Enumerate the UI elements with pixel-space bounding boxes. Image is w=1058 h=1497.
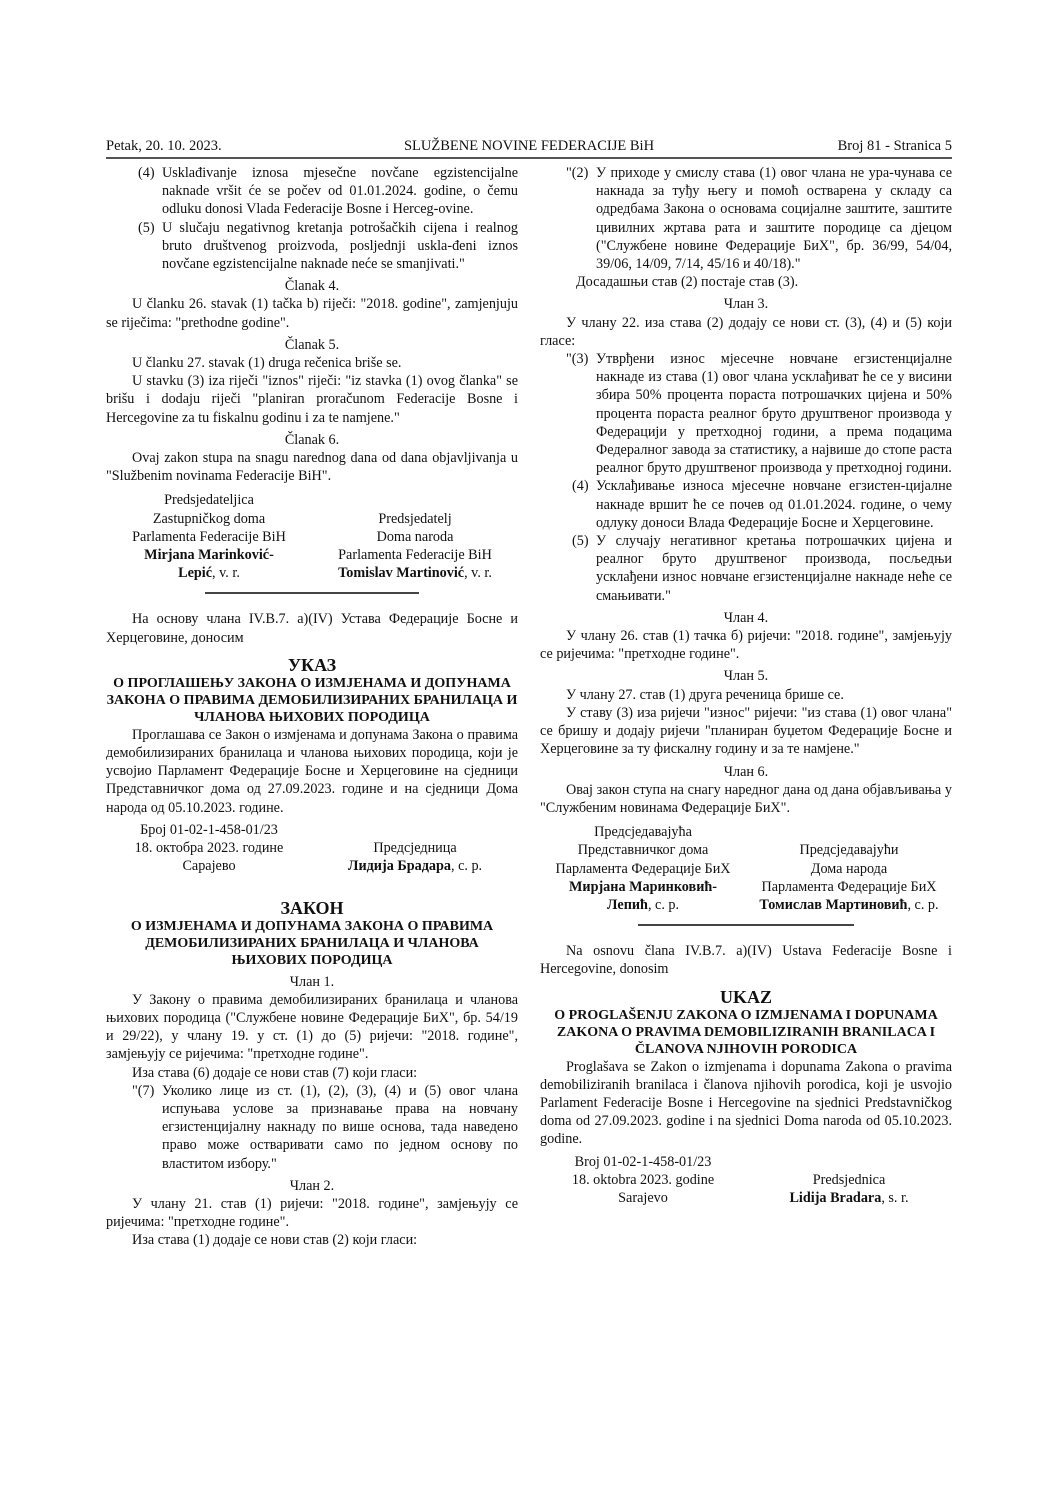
signatory-title: Predsjednica: [812, 1171, 886, 1188]
signatory-body: Дома народа: [810, 860, 888, 877]
left-column: [106, 164, 518, 1250]
list-item: [540, 532, 952, 605]
signatory-title: Предсједавајући: [799, 842, 899, 859]
decree-subtitle: О ПРОГЛАШЕЊУ ЗАКОНА О ИЗМЈЕНАМА И ДОПУНАМА ЗАКОНА О ПРАВИМА ДЕМОБИЛИЗИРАНИХ БРАНИЛАЦА И ЧЛАНОВА ЊИХОВИХ ПОРОДИЦА: [106, 675, 518, 725]
signatory-suffix: , s. r.: [881, 1189, 909, 1206]
article-text: У члану 26. став (1) тачка б) ријечи: "2018. године", замјењују се ријечима: "претходне године".: [540, 628, 952, 663]
list-item: [106, 1082, 518, 1173]
decree-number: Broj 01-02-1-458-01/23: [574, 1153, 712, 1170]
signatory-parliament: Парламента Федерације БиХ: [555, 860, 731, 877]
list-item: [540, 477, 952, 532]
item-number: (5): [138, 219, 155, 236]
signatory-parliament: Parlamenta Federacije BiH: [132, 528, 286, 545]
signatory-body: Представничког дома: [577, 842, 709, 859]
signature-block: [106, 491, 518, 582]
signatory-parliament: Парламента Федерације БиХ: [761, 878, 937, 895]
decree-signature-block: [106, 821, 518, 876]
article-text: Иза става (1) додаје се нови став (2) који гласи:: [132, 1232, 418, 1249]
decree-title: УКАЗ: [287, 654, 337, 675]
signatory-suffix: , v. r.: [464, 565, 492, 582]
header-page-number: Broj 81 - Stranica 5: [837, 138, 952, 154]
article-text: У Закону о правима демобилизираних бранилаца и чланова њихових породица ("Службене новине Федерације БиХ", бр. 54/19 и 29/22), у члану 19. у ст. (1) до (5) ријечи: "2018. године", замјењују се ријечима: "претходне године".: [106, 991, 518, 1063]
article-heading: Članak 6.: [284, 431, 340, 448]
article-text: У члану 21. став (1) ријечи: "2018. године", замјењују се ријечима: "претходне године".: [106, 1195, 518, 1231]
decree-place: Сарајево: [182, 858, 236, 875]
item-text: Усклађивање износа мјесечне новчане егзистен-цијалне накнаде вршит ће се почев од 01.01.2024. године, о чему одлуку доноси Влада Федерације Босне и Херцеговине.: [596, 478, 952, 531]
signatory-body: Doma naroda: [376, 528, 454, 545]
decree-intro: На основу члана IV.В.7. а)(IV) Устава Федерације Босне и Херцеговине, доносим: [106, 611, 518, 646]
article-heading: Члан 5.: [723, 668, 769, 685]
signatory-title: Предсједавајућа: [594, 824, 692, 841]
article-heading: Члан 2.: [289, 1177, 335, 1194]
signatory-title: Predsjedatelj: [378, 510, 452, 527]
decree-title: UKAZ: [719, 986, 772, 1007]
signatory-suffix: , v. r.: [212, 565, 240, 582]
signatory-name: Томислав Мартиновић: [759, 896, 908, 913]
header-publication: SLUŽBENE NOVINE FEDERACIJE BiH: [403, 138, 655, 154]
decree-number: Број 01-02-1-458-01/23: [140, 821, 278, 838]
signatory-name: Mirjana Marinković-: [144, 547, 274, 564]
decree-text: Proglašava se Zakon o izmjenama i dopunama Zakona o pravima demobiliziranih branilaca i članova njihovih porodica, koji je usvojio Parlament Federacije Bosne i Hercegovine na sjednici Predstavničkog doma od 27.09.2023. godine i na sjednici Doma naroda od 05.10.2023. godine.: [540, 1058, 952, 1148]
item-number: (5): [572, 533, 589, 550]
law-subtitle: О ИЗМЈЕНАМА И ДОПУНАМА ЗАКОНА О ПРАВИМА ДЕМОБИЛИЗИРАНИХ БРАНИЛАЦА И ЧЛАНОВА ЊИХОВИХ ПОРОДИЦА: [130, 918, 494, 968]
decree-date: 18. октобра 2023. године: [134, 840, 284, 857]
article-text: U članku 27. stavak (1) druga rečenica briše se.: [132, 355, 402, 372]
decree-signature-block: [540, 1153, 952, 1208]
law-title: ЗАКОН: [280, 897, 344, 918]
article-text: Иза става (6) додаје се нови став (7) који гласи:: [132, 1064, 418, 1081]
signatory-name: Lidija Bradara: [789, 1189, 882, 1206]
article-heading: Члан 4.: [723, 609, 769, 626]
item-number: "(2): [566, 165, 589, 181]
signatory-name: Лидија Брадара: [347, 858, 451, 875]
page-header: [106, 137, 952, 157]
list-item: [540, 164, 952, 273]
article-heading: Члан 3.: [723, 296, 769, 313]
article-text: У члану 22. иза става (2) додају се нови ст. (3), (4) и (5) који гласе:: [540, 314, 952, 349]
decree-date: 18. oktobra 2023. godine: [571, 1171, 715, 1188]
article-text: Ovaj zakon stupa na snagu narednog dana od dana objavljivanja u "Službenim novinama Federacije BiH".: [106, 450, 518, 485]
list-item: [540, 350, 952, 477]
item-text: Usklađivanje iznosa mjesečne novčane egzistencijalne naknade vršit će se počev od 01.01.2024. godine, o čemu odluku donosi Vlada Federacije Bosne i Herceg-ovine.: [162, 165, 518, 218]
header-rule: [106, 157, 952, 159]
signatory-name: Lepić: [178, 565, 213, 582]
article-text: Досадашњи став (2) постаје став (3).: [576, 274, 799, 291]
signatory-title: Предсједница: [373, 840, 457, 857]
item-text: Уколико лице из ст. (1), (2), (3), (4) и (5) овог члана испуњава услове за признавање права на новчану егзистенцијалну накнаду по више основа, тада наведено право може остваривати само по једном основу по властитом избору.": [162, 1082, 518, 1172]
item-text: Утврђени износ мјесечне новчане егзистенцијалне накнаде из става (1) овог члана усклађиват ће се у висини збира 50% процента пораста потрошачких цијена и 50% процента пораста реалног бруто друштвеног производа у Федерацији у претходној години, а према подацима Федералног завода за статистику, а највише до стопе раста реалног бруто друштвеног производа у претходној години.: [596, 351, 952, 477]
item-number: "(7): [132, 1082, 155, 1099]
decree-place: Sarajevo: [618, 1189, 668, 1206]
signatory-parliament: Parlamenta Federacije BiH: [338, 547, 492, 564]
decree-intro: Na osnovu člana IV.B.7. a)(IV) Ustava Federacije Bosne i Hercegovine, donosim: [540, 943, 952, 978]
list-item: [106, 164, 518, 219]
item-text: У приходе у смислу става (1) овог члана не ура-чунава се накнада за туђу његу и помоћ остварена у складу са одредбама Закона о основама социјалне заштите, заштите цивилних жртава рата и заштите породице са дјецом ("Службене новине Федерације БиХ", бр. 36/99, 54/04, 39/06, 14/09, 7/14, 45/16 и 40/18).": [596, 165, 952, 273]
item-number: (4): [572, 478, 589, 495]
item-number: "(3): [566, 351, 589, 368]
signatory-suffix: , с. р.: [907, 896, 939, 913]
article-heading: Члан 1.: [289, 973, 335, 990]
signatory-body: Zastupničkog doma: [152, 510, 266, 527]
signatory-name: Лепић: [606, 896, 648, 913]
article-text: У члану 27. став (1) друга реченица брише се.: [566, 686, 844, 703]
decree-text: Проглашава се Закон о измјенама и допунама Закона о правима демобилизираних бранилаца и чланова њихових породица, који је усвојио Парламент Федерације Босне и Херцеговине на сједници Представничког дома од 27.09.2023. године и на сједници Дома народа од 05.10.2023. године.: [106, 726, 518, 816]
article-text: У ставу (3) иза ријечи "износ" ријечи: "из става (1) овог члана" се бришу и додају ријечи "планиран буџетом Федерације Босне и Херцеговине за ту фискалну годину и за те намјене.": [540, 704, 952, 758]
header-date: Petak, 20. 10. 2023.: [106, 138, 222, 154]
article-text: U stavku (3) iza riječi "iznos" riječi: "iz stavka (1) ovog članka" se brišu i dodaju riječi "planiran proračunom Federacije Bosne i Hercegovine za tu fiskalnu godinu i za te namjene.": [106, 373, 518, 426]
signatory-suffix: , с. р.: [647, 896, 680, 913]
list-item: [106, 219, 518, 274]
article-heading: Članak 5.: [284, 336, 340, 353]
article-text: U članku 26. stavak (1) tačka b) riječi: "2018. godine", zamjenjuju se riječima: "prethodne godine".: [106, 296, 518, 331]
signatory-name: Мирјана Маринковић-: [569, 878, 717, 895]
signatory-suffix: , с. р.: [450, 858, 483, 875]
item-text: U slučaju negativnog kretanja potrošačkih cijena i realnog bruto društvenog proizvoda, posljednji uskla-đeni iznos novčane egzistencijalne naknade neće se smanjivati.": [162, 219, 518, 273]
item-number: (4): [138, 165, 155, 181]
article-heading: Члан 6.: [723, 763, 769, 780]
right-column: [540, 164, 952, 1207]
decree-subtitle: O PROGLAŠENJU ZAKONA O IZMJENAMA I DOPUNAMA ZAKONA O PRAVIMA DEMOBILIZIRANIH BRANILACA I ČLANOVA NJIHOVIH PORODICA: [554, 1007, 938, 1057]
item-text: У случају негативног кретања потрошачких цијена и реалног бруто друштвеног производа, посљедњи усклађени износ новчане егзистенцијалне накнаде неће се смањивати.": [596, 533, 952, 604]
signature-block: [540, 823, 952, 914]
signatory-title: Predsjedateljica: [164, 492, 254, 509]
article-text: Овај закон ступа на снагу наредног дана од дана објављивања у "Службеним новинама Федерације БиХ".: [540, 781, 952, 816]
article-heading: Članak 4.: [284, 278, 340, 295]
signatory-name: Tomislav Martinović: [338, 565, 465, 582]
